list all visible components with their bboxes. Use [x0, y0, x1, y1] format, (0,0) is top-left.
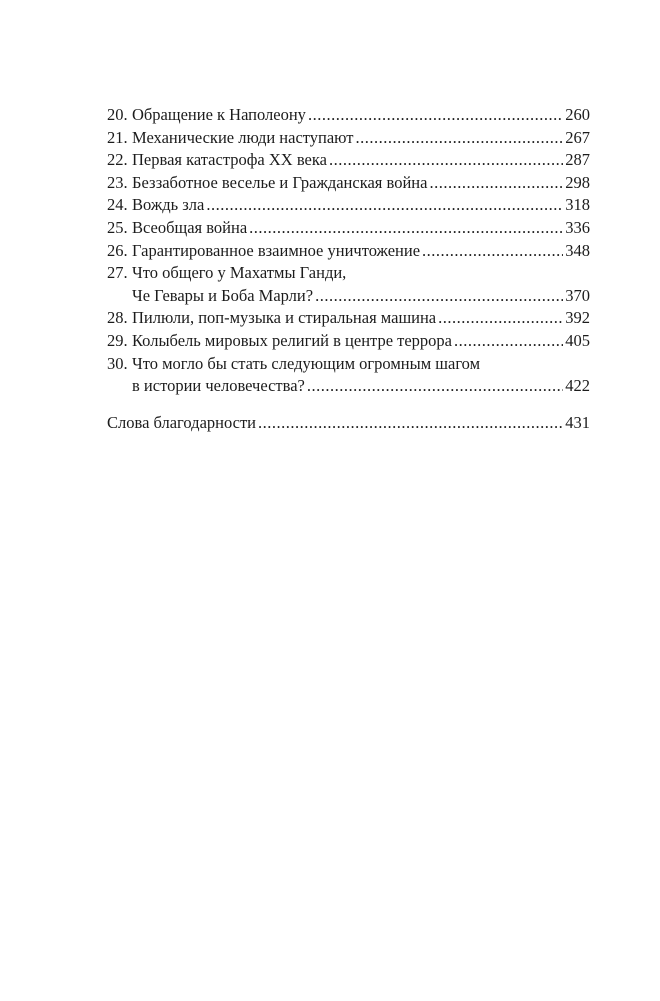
chapter-number: 28. [107, 308, 128, 328]
page-number: 287 [565, 150, 590, 170]
page-number: 298 [565, 172, 590, 192]
chapter-title-line1: Что общего у Махатмы Ганди, [132, 263, 347, 283]
dot-leader [356, 127, 564, 150]
dot-leader [307, 375, 563, 398]
toc-entry-30[interactable] [107, 353, 590, 398]
chapter-number: 24. [107, 195, 128, 215]
acknowledgements-title: Слова благодарности [107, 412, 257, 432]
chapter-title: Че Гевары и Боба Марли? [132, 285, 314, 305]
chapter-title: Вождь зла [132, 195, 205, 215]
table-of-contents [107, 104, 590, 434]
chapter-title: Первая катастрофа XX века [132, 150, 327, 170]
chapter-title-line1: Что могло бы стать следующим огромным шагом [132, 353, 481, 373]
page-number: 260 [565, 105, 590, 124]
chapter-title: Всеобщая война [132, 217, 248, 237]
toc-entry-25[interactable] [107, 217, 590, 240]
page-number: 348 [565, 240, 590, 260]
toc-entry-21[interactable] [107, 127, 590, 150]
chapter-number: 27. [107, 263, 128, 283]
toc-entry-23[interactable] [107, 172, 590, 195]
chapter-number: 29. [107, 330, 128, 350]
chapter-title: Механические люди наступают [132, 127, 354, 147]
toc-entry-28[interactable] [107, 307, 590, 330]
chapter-number: 30. [107, 353, 128, 373]
page-number: 267 [565, 127, 590, 147]
chapter-title: в истории человечества? [132, 376, 305, 396]
chapter-number: 25. [107, 217, 128, 237]
chapter-number: 26. [107, 240, 128, 260]
chapter-title: Гарантированное взаимное уничтожение [132, 240, 421, 260]
page-number: 318 [565, 195, 590, 215]
toc-entry-22[interactable] [107, 149, 590, 172]
chapter-number: 23. [107, 172, 128, 192]
page-number: 370 [565, 285, 590, 305]
dot-leader [315, 285, 563, 308]
page-number: 422 [565, 376, 590, 396]
toc-entry-27[interactable] [107, 262, 590, 307]
dot-leader [249, 217, 563, 240]
dot-leader [422, 240, 563, 263]
chapter-number: 22. [107, 150, 128, 170]
section-spacer [107, 398, 590, 412]
chapter-title: Колыбель мировых религий в центре террора [132, 330, 453, 350]
toc-entry-20[interactable] [107, 104, 590, 127]
page-number: 405 [565, 330, 590, 350]
dot-leader [206, 194, 563, 217]
dot-leader [329, 149, 563, 172]
toc-entry-26[interactable] [107, 240, 590, 263]
toc-entry-24[interactable] [107, 194, 590, 217]
dot-leader [454, 330, 563, 353]
page-number: 392 [565, 308, 590, 328]
page-number: 336 [565, 217, 590, 237]
chapter-number: 21. [107, 127, 128, 147]
chapter-title: Обращение к Наполеону [132, 105, 306, 124]
dot-leader [258, 412, 563, 435]
chapter-title: Беззаботное веселье и Гражданская война [132, 172, 428, 192]
dot-leader [438, 307, 563, 330]
dot-leader [429, 172, 563, 195]
toc-entry-acknowledgements[interactable] [107, 412, 590, 435]
toc-entry-29[interactable] [107, 330, 590, 353]
dot-leader [308, 104, 563, 127]
page-number: 431 [565, 412, 590, 432]
chapter-title: Пилюли, поп-музыка и стиральная машина [132, 308, 437, 328]
chapter-number: 20. [107, 105, 128, 124]
